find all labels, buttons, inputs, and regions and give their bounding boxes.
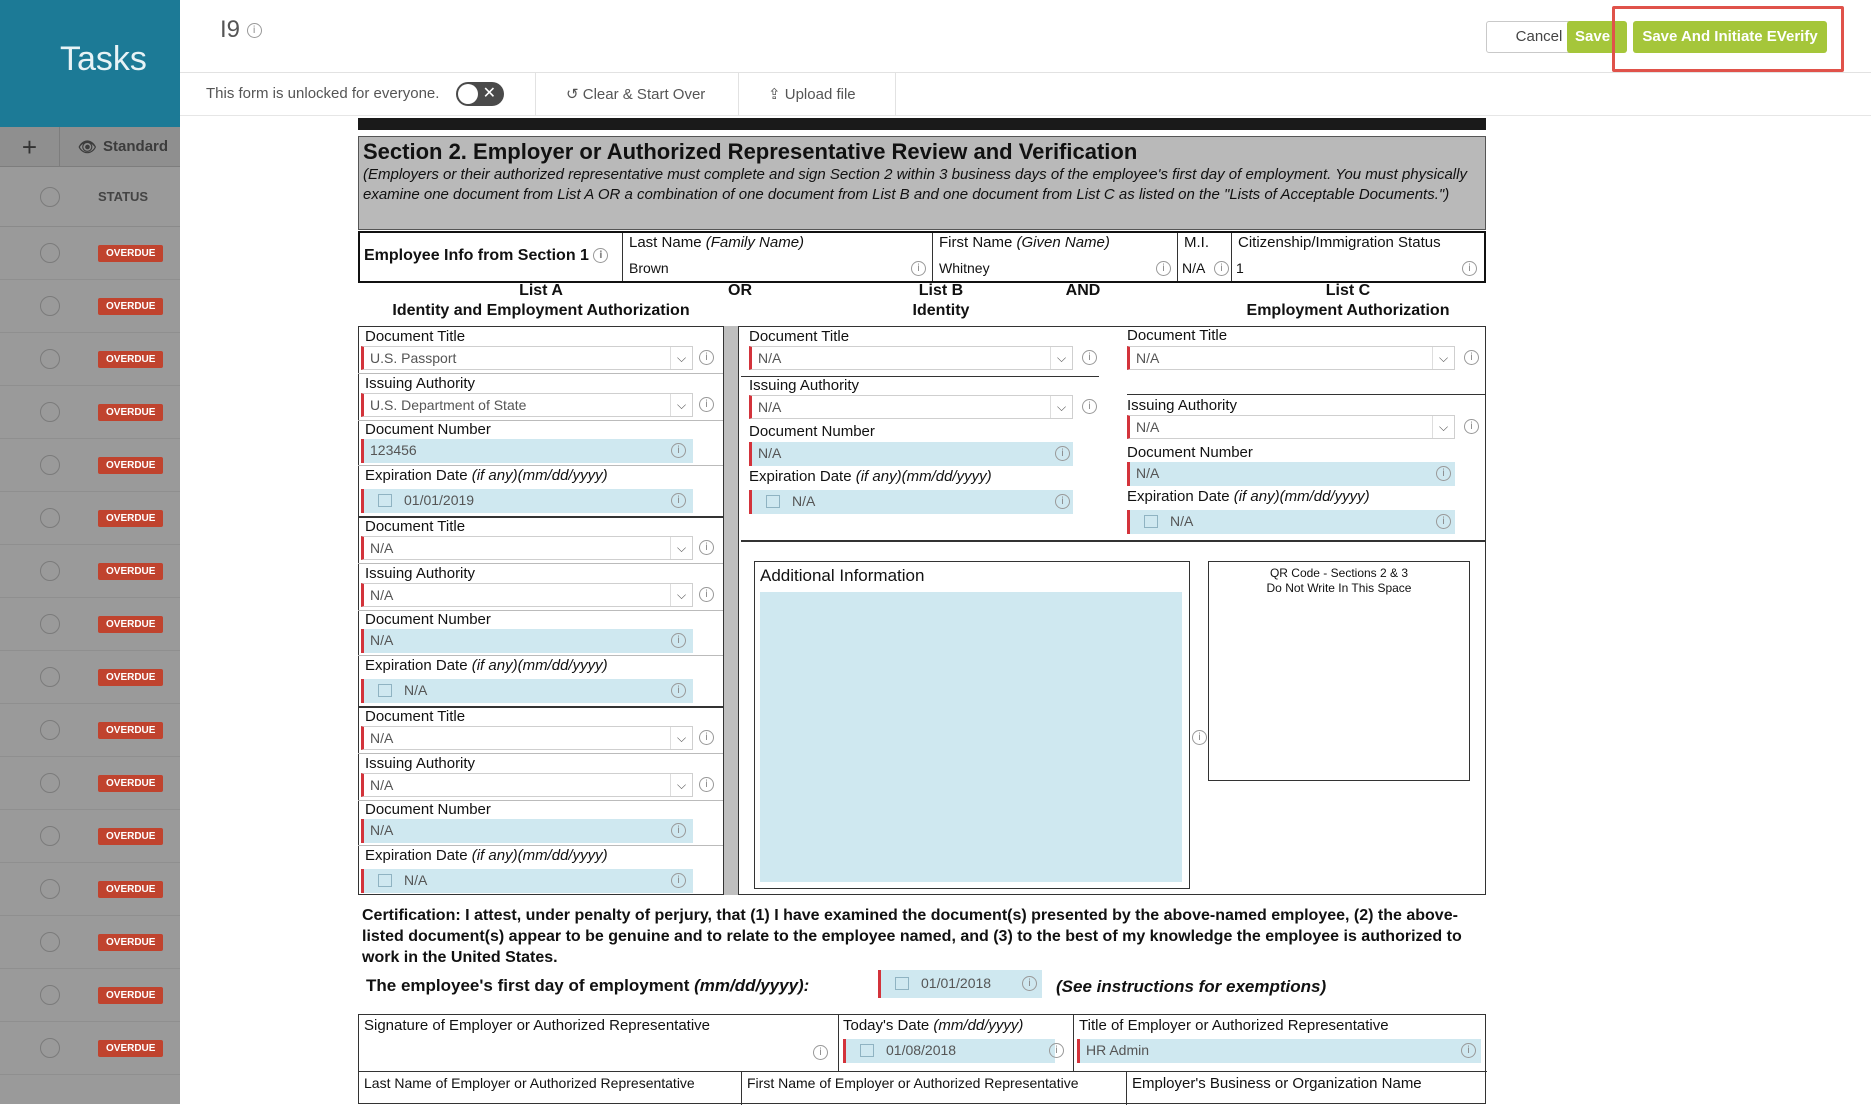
- rep-first-name-label: First Name of Employer or Authorized Representative: [747, 1075, 1079, 1091]
- task-row[interactable]: [0, 492, 180, 545]
- cancel-button[interactable]: Cancel: [1486, 21, 1592, 53]
- list-a-doc-number-input[interactable]: [361, 819, 693, 843]
- section-2-header: [358, 136, 1486, 230]
- task-row[interactable]: [0, 863, 180, 916]
- row-checkbox[interactable]: [40, 932, 60, 952]
- list-a-issuing-select[interactable]: [361, 583, 693, 607]
- list-c-header: [1210, 281, 1486, 321]
- row-checkbox[interactable]: [40, 508, 60, 528]
- list-a-doc-title-label: Document Title: [365, 708, 466, 725]
- divider: [741, 540, 1486, 542]
- info-icon[interactable]: i: [247, 23, 262, 38]
- divider: [1126, 1071, 1127, 1105]
- or-label: OR: [728, 282, 752, 299]
- chevron-down-icon: ⌵: [670, 727, 692, 749]
- row-checkbox[interactable]: [40, 826, 60, 846]
- info-icon[interactable]: i: [1156, 261, 1171, 276]
- calendar-icon[interactable]: [895, 977, 909, 990]
- task-row[interactable]: [0, 1022, 180, 1075]
- status-badge: OVERDUE: [98, 1040, 163, 1057]
- row-checkbox[interactable]: [40, 1038, 60, 1058]
- task-row[interactable]: [0, 810, 180, 863]
- status-badge: OVERDUE: [98, 934, 163, 951]
- list-b-issuing-value: N/A: [758, 399, 782, 415]
- divider: [741, 1071, 742, 1105]
- calendar-icon[interactable]: [378, 684, 392, 697]
- list-b-doc-number-value: N/A: [758, 445, 782, 461]
- list-a-exp-value: 01/01/2019: [404, 492, 475, 508]
- info-icon[interactable]: i: [1436, 514, 1451, 529]
- exp-label-text: Expiration Date: [365, 657, 468, 674]
- first-day-label: [366, 976, 809, 996]
- unlock-status-text: This form is unlocked for everyone.: [206, 85, 440, 102]
- task-row[interactable]: [0, 916, 180, 969]
- chevron-down-icon: ⌵: [670, 394, 692, 416]
- status-badge: OVERDUE: [98, 669, 163, 686]
- select-all-checkbox[interactable]: [40, 187, 60, 207]
- divider: [358, 753, 723, 754]
- list-a-doc-title-label: Document Title: [365, 518, 466, 535]
- qr-code-box: [1208, 561, 1470, 781]
- list-b-doc-title-label: Document Title: [749, 328, 850, 345]
- chevron-down-icon: ⌵: [670, 347, 692, 369]
- list-a-issuing-select[interactable]: [361, 773, 693, 797]
- list-a-doc-number-value: N/A: [370, 822, 394, 838]
- list-c-doc-number-value: N/A: [1136, 465, 1160, 481]
- divider: [358, 845, 723, 846]
- list-a-subtitle: Identity and Employment Authorization: [392, 302, 690, 319]
- list-c-doc-title-select[interactable]: [1127, 346, 1455, 370]
- status-badge: OVERDUE: [98, 881, 163, 898]
- list-b-subtitle: Identity: [912, 302, 970, 319]
- row-checkbox[interactable]: [40, 614, 60, 634]
- form-title: I9: [220, 16, 241, 43]
- list-c-doc-title-value: N/A: [1136, 350, 1160, 366]
- exp-label-sub: (if any)(mm/dd/yyyy): [471, 847, 608, 864]
- task-row[interactable]: [0, 598, 180, 651]
- first-day-value: 01/01/2018: [921, 975, 992, 991]
- list-a-exp-input[interactable]: [361, 679, 693, 703]
- header-bar: [180, 0, 1871, 73]
- info-icon[interactable]: i: [1464, 350, 1479, 365]
- calendar-icon[interactable]: [378, 874, 392, 887]
- divider: [358, 373, 723, 374]
- info-icon[interactable]: i: [1082, 350, 1097, 365]
- task-row[interactable]: [0, 651, 180, 704]
- list-c-issuing-select[interactable]: [1127, 415, 1455, 439]
- first-day-sub: (mm/dd/yyyy):: [694, 976, 810, 995]
- form-top-rule: [358, 118, 1486, 130]
- exp-label-sub: (if any)(mm/dd/yyyy): [1233, 488, 1370, 505]
- first-name-label-text: First Name: [939, 234, 1013, 251]
- list-a-header: [358, 281, 724, 321]
- info-icon[interactable]: i: [593, 248, 608, 263]
- undo-icon: ↺: [566, 86, 579, 103]
- list-c-doc-title-label: Document Title: [1127, 327, 1228, 344]
- task-row[interactable]: [0, 386, 180, 439]
- task-row[interactable]: [0, 280, 180, 333]
- list-a-exp-label: [365, 657, 608, 674]
- view-selector[interactable]: [60, 138, 168, 156]
- rep-last-name-label: Last Name of Employer or Authorized Representative: [364, 1075, 695, 1091]
- status-badge: OVERDUE: [98, 722, 163, 739]
- list-c-exp-input[interactable]: [1127, 510, 1455, 534]
- last-name-value: Brown: [629, 260, 669, 276]
- divider: [535, 73, 536, 116]
- list-a-doc-title-value: N/A: [370, 540, 394, 556]
- additional-info-label: Additional Information: [760, 566, 925, 585]
- list-a-exp-value: N/A: [404, 682, 428, 698]
- row-checkbox[interactable]: [40, 773, 60, 793]
- row-checkbox[interactable]: [40, 455, 60, 475]
- task-list: [0, 227, 180, 1075]
- list-b-doc-number-label: Document Number: [749, 423, 875, 440]
- todays-date-value: 01/08/2018: [886, 1042, 957, 1058]
- list-b-exp-label: [749, 468, 992, 485]
- divider: [1073, 1015, 1074, 1071]
- close-icon: ✕: [482, 85, 496, 102]
- first-day-input[interactable]: [878, 970, 1042, 998]
- calendar-icon[interactable]: [766, 495, 780, 508]
- list-a-issuing-label: Issuing Authority: [365, 565, 476, 582]
- info-icon[interactable]: i: [671, 493, 686, 508]
- list-a-exp-input[interactable]: [361, 869, 693, 893]
- sidebar-toolbar: [0, 127, 180, 167]
- list-a-doc-title-value: U.S. Passport: [370, 350, 457, 366]
- exp-label-text: Expiration Date: [365, 467, 468, 484]
- and-label: AND: [1065, 282, 1101, 299]
- list-b-header: [858, 281, 1024, 321]
- status-badge: OVERDUE: [98, 828, 163, 845]
- info-icon[interactable]: i: [699, 777, 714, 792]
- calendar-icon[interactable]: [378, 494, 392, 507]
- last-name-sub: (Family Name): [705, 234, 805, 251]
- section-title: Section 2. Employer or Authorized Representative Review and Verification: [363, 139, 1138, 164]
- divider: [1127, 394, 1486, 395]
- exp-label-text: Expiration Date: [749, 468, 852, 485]
- status-badge: OVERDUE: [98, 404, 163, 421]
- info-icon[interactable]: i: [1022, 976, 1037, 991]
- chevron-down-icon: ⌵: [670, 774, 692, 796]
- status-badge: OVERDUE: [98, 616, 163, 633]
- info-icon[interactable]: i: [671, 443, 686, 458]
- list-a-issuing-value: N/A: [370, 777, 394, 793]
- todays-date-input[interactable]: [843, 1039, 1055, 1063]
- row-checkbox[interactable]: [40, 349, 60, 369]
- info-icon[interactable]: i: [1461, 1043, 1476, 1058]
- info-icon[interactable]: i: [911, 261, 926, 276]
- info-icon[interactable]: i: [671, 823, 686, 838]
- citizenship-cell: [1231, 233, 1483, 281]
- exp-label-text: Expiration Date: [1127, 488, 1230, 505]
- last-name-label: [629, 234, 804, 251]
- list-a-doc-title-label: Document Title: [365, 328, 466, 345]
- mi-cell: [1177, 233, 1231, 281]
- additional-info-textarea[interactable]: [760, 592, 1182, 882]
- certification-text: Certification: I attest, under penalty of perjury, that (1) I have examined the document(s) presented by the above-named employee, (2) the above-listed document(s) appear to be genuine and to relate to the employee named, and (3) to the best of my knowledge the employee is authorized to work in the United States.: [362, 907, 1462, 966]
- info-icon[interactable]: i: [1055, 494, 1070, 509]
- list-a-doc-number-value: N/A: [370, 632, 394, 648]
- row-checkbox[interactable]: [40, 402, 60, 422]
- info-icon[interactable]: i: [1049, 1043, 1064, 1058]
- exemptions-note: (See instructions for exemptions): [1056, 977, 1327, 996]
- list-c-doc-number-input[interactable]: [1127, 462, 1455, 486]
- page-title: [220, 16, 262, 44]
- list-b-doc-title-value: N/A: [758, 350, 782, 366]
- form-toolbar: [180, 73, 1871, 116]
- qr-line-2: Do Not Write In This Space: [1266, 581, 1412, 595]
- sidebar-title: Tasks: [0, 0, 180, 127]
- task-sidebar: [0, 0, 180, 1104]
- employee-info-row: [358, 231, 1486, 283]
- chevron-down-icon: ⌵: [1432, 347, 1454, 369]
- status-badge: OVERDUE: [98, 775, 163, 792]
- employee-info-label: [364, 247, 608, 265]
- exp-label-sub: (if any)(mm/dd/yyyy): [471, 467, 608, 484]
- list-c-exp-label: [1127, 488, 1370, 505]
- divider: [838, 1015, 839, 1071]
- row-checkbox[interactable]: [40, 561, 60, 581]
- list-divider-bar: [723, 326, 739, 895]
- status-badge: OVERDUE: [98, 351, 163, 368]
- list-a-issuing-value: N/A: [370, 587, 394, 603]
- first-day-text: The employee's first day of employment: [366, 976, 690, 995]
- mi-label: M.I.: [1184, 234, 1209, 251]
- list-b-doc-number-input[interactable]: [749, 442, 1073, 466]
- info-icon[interactable]: i: [699, 397, 714, 412]
- chevron-down-icon: ⌵: [1050, 347, 1072, 369]
- divider: [358, 655, 723, 656]
- info-icon[interactable]: i: [813, 1045, 828, 1060]
- status-column-header: [0, 167, 180, 227]
- todays-date-label: [843, 1017, 1023, 1034]
- task-row[interactable]: [0, 704, 180, 757]
- first-name-label: [939, 234, 1110, 251]
- citizenship-value: 1: [1236, 260, 1244, 276]
- list-b-exp-value: N/A: [792, 493, 816, 509]
- employee-info-text: Employee Info from Section 1: [364, 247, 589, 264]
- additional-info-box: [754, 561, 1190, 889]
- upload-label: Upload file: [784, 86, 856, 103]
- list-a-doc-number-input[interactable]: [361, 439, 693, 463]
- clear-start-over-button[interactable]: [566, 85, 705, 103]
- exp-label-text: Expiration Date: [365, 847, 468, 864]
- lock-toggle[interactable]: [456, 82, 504, 106]
- chevron-down-icon: ⌵: [670, 537, 692, 559]
- last-name-label-text: Last Name: [629, 234, 702, 251]
- list-a-issuing-label: Issuing Authority: [365, 755, 476, 772]
- add-task-button[interactable]: +: [0, 127, 60, 167]
- list-c-subtitle: Employment Authorization: [1246, 302, 1450, 319]
- rep-title-input[interactable]: [1077, 1039, 1481, 1063]
- status-badge: OVERDUE: [98, 245, 163, 262]
- info-icon[interactable]: i: [671, 633, 686, 648]
- info-icon[interactable]: i: [699, 587, 714, 602]
- list-a-doc-title-select[interactable]: [361, 536, 693, 560]
- status-badge: OVERDUE: [98, 987, 163, 1004]
- list-a-exp-input[interactable]: [361, 489, 693, 513]
- divider: [895, 73, 896, 116]
- list-a-issuing-value: U.S. Department of State: [370, 397, 527, 413]
- citizenship-label: Citizenship/Immigration Status: [1238, 234, 1441, 251]
- first-name-sub: (Given Name): [1016, 234, 1110, 251]
- divider: [358, 465, 723, 466]
- task-row[interactable]: [0, 227, 180, 280]
- list-a-issuing-select[interactable]: [361, 393, 693, 417]
- info-icon[interactable]: i: [699, 730, 714, 745]
- info-icon[interactable]: i: [1055, 446, 1070, 461]
- list-a-doc-number-label: Document Number: [365, 801, 491, 818]
- save-button[interactable]: Save: [1567, 21, 1627, 53]
- list-a-exp-label: [365, 847, 608, 864]
- list-a-doc-number-value: 123456: [370, 442, 417, 458]
- row-checkbox[interactable]: [40, 667, 60, 687]
- qr-line-1: QR Code - Sections 2 & 3: [1269, 566, 1409, 580]
- row-checkbox[interactable]: [40, 243, 60, 263]
- list-b-exp-input[interactable]: [749, 490, 1073, 514]
- list-a-title: List A: [519, 282, 563, 299]
- info-icon[interactable]: i: [1436, 466, 1451, 481]
- calendar-icon[interactable]: [1144, 515, 1158, 528]
- divider: [358, 563, 723, 564]
- upload-file-button[interactable]: [768, 85, 856, 103]
- chevron-down-icon: ⌵: [670, 584, 692, 606]
- info-icon[interactable]: i: [699, 540, 714, 555]
- chevron-down-icon: ⌵: [1050, 396, 1072, 418]
- list-b-doc-title-select[interactable]: [749, 346, 1073, 370]
- task-row[interactable]: [0, 757, 180, 810]
- save-initiate-everify-button[interactable]: Save And Initiate EVerify: [1633, 21, 1827, 53]
- signature-label: Signature of Employer or Authorized Representative: [364, 1017, 711, 1034]
- list-a-exp-value: N/A: [404, 872, 428, 888]
- status-badge: OVERDUE: [98, 457, 163, 474]
- toggle-knob: [458, 84, 478, 104]
- list-b-issuing-select[interactable]: [749, 395, 1073, 419]
- signature-table: [358, 1014, 1486, 1104]
- status-badge: OVERDUE: [98, 563, 163, 580]
- row-checkbox[interactable]: [40, 296, 60, 316]
- list-a-doc-number-label: Document Number: [365, 421, 491, 438]
- info-icon[interactable]: i: [1192, 730, 1207, 745]
- clear-label: Clear & Start Over: [582, 86, 706, 103]
- info-icon[interactable]: i: [671, 873, 686, 888]
- exp-label-sub: (if any)(mm/dd/yyyy): [855, 468, 992, 485]
- list-a-doc-number-input[interactable]: [361, 629, 693, 653]
- task-row[interactable]: [0, 439, 180, 492]
- view-label: Standard: [103, 138, 169, 155]
- chevron-down-icon: ⌵: [1432, 416, 1454, 438]
- list-a-exp-label: [365, 467, 608, 484]
- list-b-title: List B: [918, 282, 964, 299]
- i9-form: [358, 118, 1486, 1104]
- eye-icon: 👁: [78, 138, 98, 156]
- list-a-doc-title-select[interactable]: [361, 346, 693, 370]
- info-icon[interactable]: i: [1464, 419, 1479, 434]
- calendar-icon[interactable]: [860, 1044, 874, 1057]
- status-badge: OVERDUE: [98, 298, 163, 315]
- highlight-box: [1612, 6, 1844, 72]
- info-icon[interactable]: i: [1462, 261, 1477, 276]
- list-c-title: List C: [1325, 282, 1371, 299]
- rep-title-value: HR Admin: [1086, 1042, 1150, 1058]
- info-icon[interactable]: i: [1214, 261, 1229, 276]
- first-name-cell: [932, 233, 1177, 281]
- list-c-issuing-label: Issuing Authority: [1127, 397, 1238, 414]
- info-icon[interactable]: i: [671, 683, 686, 698]
- row-checkbox[interactable]: [40, 879, 60, 899]
- exp-label-sub: (if any)(mm/dd/yyyy): [471, 657, 608, 674]
- business-name-label: Employer's Business or Organization Name: [1132, 1075, 1422, 1092]
- section-description: (Employers or their authorized representative must complete and sign Section 2 within 3 business days of the employee's first day of employment. You must physically examine one document from List A OR a combination of one document from List B and one document from List C as listed on the "Lists of Acceptable Documents."): [363, 166, 1467, 203]
- row-checkbox[interactable]: [40, 720, 60, 740]
- upload-icon: ⇪: [768, 86, 781, 103]
- divider: [359, 1071, 1487, 1072]
- status-badge: OVERDUE: [98, 510, 163, 527]
- list-c-doc-number-label: Document Number: [1127, 444, 1253, 461]
- row-checkbox[interactable]: [40, 985, 60, 1005]
- info-icon[interactable]: i: [1082, 399, 1097, 414]
- info-icon[interactable]: i: [699, 350, 714, 365]
- todays-date-sub: (mm/dd/yyyy): [933, 1017, 1024, 1034]
- list-a-doc-title-select[interactable]: [361, 726, 693, 750]
- last-name-cell: [622, 233, 932, 281]
- list-a-doc-number-label: Document Number: [365, 611, 491, 628]
- rep-title-label: Title of Employer or Authorized Representative: [1079, 1017, 1389, 1034]
- divider: [738, 73, 739, 116]
- task-row[interactable]: [0, 333, 180, 386]
- list-b-issuing-label: Issuing Authority: [749, 377, 860, 394]
- list-c-exp-value: N/A: [1170, 513, 1194, 529]
- list-c-issuing-value: N/A: [1136, 419, 1160, 435]
- list-a-issuing-label: Issuing Authority: [365, 375, 476, 392]
- status-header-label: STATUS: [98, 189, 149, 204]
- first-name-value: Whitney: [939, 260, 990, 276]
- list-a-doc-title-value: N/A: [370, 730, 394, 746]
- todays-date-text: Today's Date: [843, 1017, 930, 1034]
- task-row[interactable]: [0, 545, 180, 598]
- mi-value: N/A: [1182, 260, 1206, 276]
- task-row[interactable]: [0, 969, 180, 1022]
